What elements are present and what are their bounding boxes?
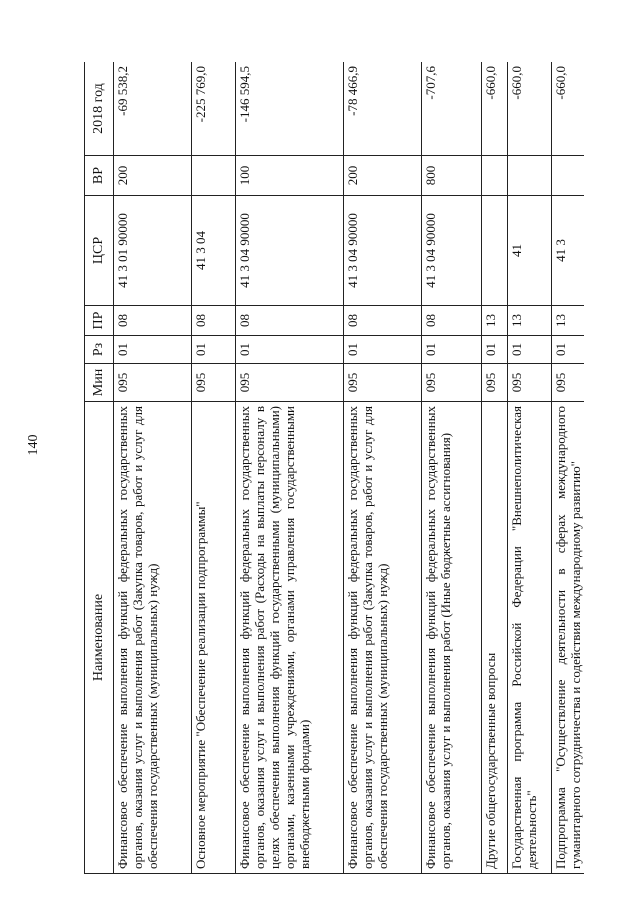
table-row	[422, 62, 482, 874]
row-rz: 01	[482, 336, 508, 364]
row-vr: 200	[344, 156, 422, 196]
row-min: 095	[114, 364, 192, 402]
header-rz: Рз	[85, 336, 114, 364]
row-pr: 13	[508, 306, 552, 336]
row-amount: -660,0	[552, 62, 585, 156]
row-name: Финансовое обеспечение выполнения функций федеральных государственных органов, оказания услуг и выполнения работ (Иные бюджетные ассигнования)	[422, 402, 482, 874]
table-row	[236, 62, 344, 874]
row-amount: -146 594,5	[236, 62, 344, 156]
row-vr	[508, 156, 552, 196]
header-pr: ПР	[85, 306, 114, 336]
row-csr: 41 3 04 90000	[422, 196, 482, 306]
table-header-row	[85, 62, 114, 874]
row-vr	[482, 156, 508, 196]
row-rz: 01	[422, 336, 482, 364]
row-name: Основное мероприятие "Обеспечение реализации подпрограммы"	[192, 402, 236, 874]
row-rz: 01	[344, 336, 422, 364]
header-year: 2018 год	[85, 62, 114, 156]
row-min: 095	[344, 364, 422, 402]
row-vr	[552, 156, 585, 196]
header-min: Мин	[85, 364, 114, 402]
row-name: Подпрограмма "Осуществление деятельности в сферах международного гуманитарного сотрудничества и содействия международному развитию"	[552, 402, 585, 874]
table-row	[482, 62, 508, 874]
row-vr: 100	[236, 156, 344, 196]
table-row	[114, 62, 192, 874]
row-csr: 41 3 04 90000	[344, 196, 422, 306]
rotated-table-frame	[84, 62, 584, 874]
row-name: Финансовое обеспечение выполнения функций федеральных государственных органов, оказания услуг и выполнения работ (Закупка товаров, работ и услуг для обеспечения государственных (муниципальных) нужд)	[344, 402, 422, 874]
row-amount: -660,0	[482, 62, 508, 156]
table-row	[344, 62, 422, 874]
row-amount: -78 466,9	[344, 62, 422, 156]
row-pr: 13	[552, 306, 585, 336]
row-min: 095	[236, 364, 344, 402]
row-vr	[192, 156, 236, 196]
row-min: 095	[508, 364, 552, 402]
row-min: 095	[192, 364, 236, 402]
row-csr	[482, 196, 508, 306]
row-min: 095	[482, 364, 508, 402]
row-csr: 41 3 01 90000	[114, 196, 192, 306]
row-pr: 08	[192, 306, 236, 336]
header-csr: ЦСР	[85, 196, 114, 306]
budget-table	[84, 62, 584, 874]
table-row	[552, 62, 585, 874]
header-vr: ВР	[85, 156, 114, 196]
row-name: Финансовое обеспечение выполнения функций федеральных государственных органов, оказания услуг и выполнения работ (Закупка товаров, работ и услуг для обеспечения государственных (муниципальных) нужд)	[114, 402, 192, 874]
row-vr: 200	[114, 156, 192, 196]
row-rz: 01	[236, 336, 344, 364]
row-csr: 41	[508, 196, 552, 306]
row-rz: 01	[114, 336, 192, 364]
table-row	[192, 62, 236, 874]
row-pr: 08	[422, 306, 482, 336]
row-min: 095	[552, 364, 585, 402]
row-csr: 41 3	[552, 196, 585, 306]
row-pr: 13	[482, 306, 508, 336]
row-name: Государственная программа Российской Федерации "Внешнеполитическая деятельность"	[508, 402, 552, 874]
table-row	[508, 62, 552, 874]
row-amount: -660,0	[508, 62, 552, 156]
row-rz: 01	[192, 336, 236, 364]
row-pr: 08	[344, 306, 422, 336]
row-pr: 08	[236, 306, 344, 336]
row-amount: -707,6	[422, 62, 482, 156]
row-pr: 08	[114, 306, 192, 336]
header-name: Наименование	[85, 402, 114, 874]
row-csr: 41 3 04	[192, 196, 236, 306]
row-rz: 01	[552, 336, 585, 364]
row-name: Финансовое обеспечение выполнения функций федеральных государственных органов, оказания услуг и выполнения работ (Расходы на выплаты персоналу в целях обеспечения выполнения функций государственными (муниципальными) органами, казенными учреждениями, органами управления государственными внебюджетными фондами)	[236, 402, 344, 874]
page-number: 140	[26, 434, 41, 456]
row-rz: 01	[508, 336, 552, 364]
row-vr: 800	[422, 156, 482, 196]
budget-table-container	[84, 62, 584, 874]
row-amount: -225 769,0	[192, 62, 236, 156]
row-amount: -69 538,2	[114, 62, 192, 156]
row-min: 095	[422, 364, 482, 402]
row-name: Другие общегосударственные вопросы	[482, 402, 508, 874]
row-csr: 41 3 04 90000	[236, 196, 344, 306]
